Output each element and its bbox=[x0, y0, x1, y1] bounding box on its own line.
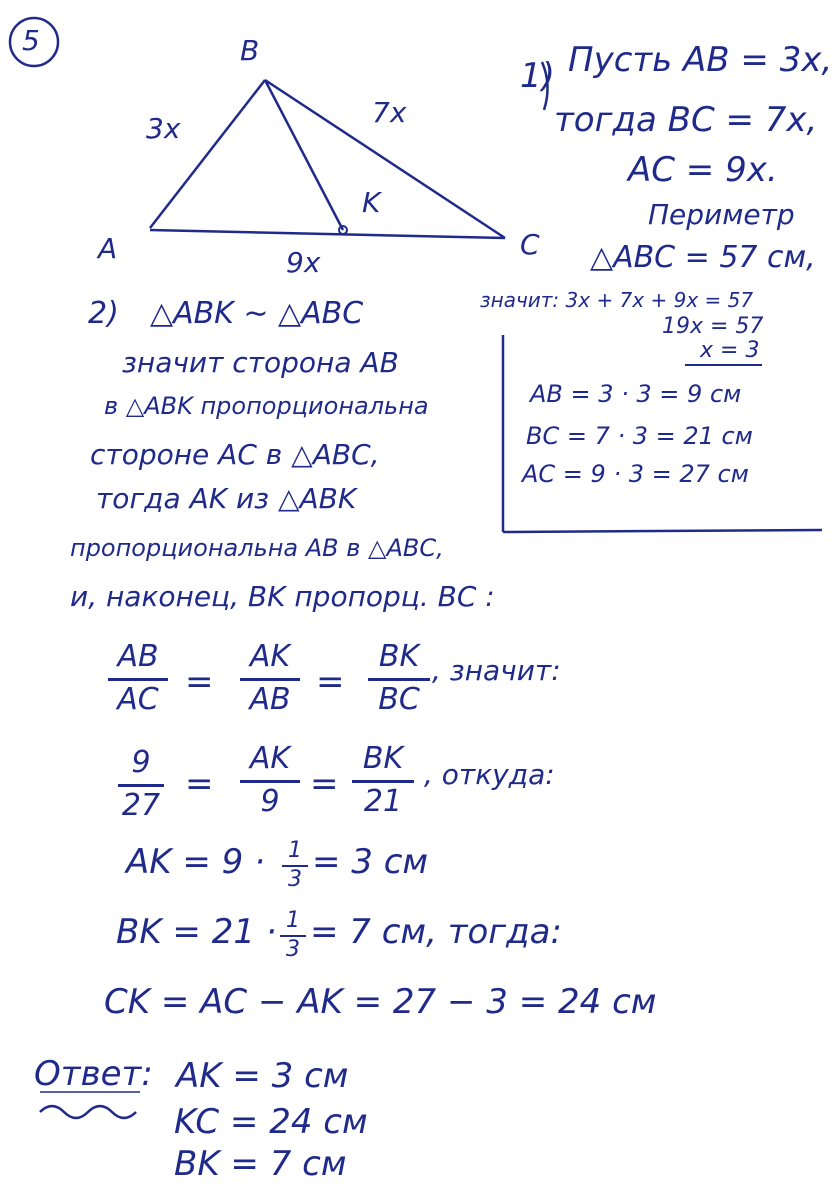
part1-result-ab: AB = 3 · 3 = 9 см bbox=[530, 380, 742, 408]
part2-line-6: и, наконец, BK пропорц. BC : bbox=[70, 580, 495, 613]
segment-bk-line bbox=[265, 80, 343, 230]
part2-line-2: в △ABK пропорциональна bbox=[104, 392, 429, 420]
side-bc-label: 7x bbox=[372, 96, 407, 129]
side-ab-label: 3x bbox=[146, 112, 181, 145]
part1-line-5: △ABC = 57 см, bbox=[590, 240, 816, 275]
ratio1-fraction-1 bbox=[108, 639, 168, 717]
ratio2-fraction-1 bbox=[118, 745, 164, 823]
ratio1-den-3: BC bbox=[378, 682, 420, 717]
bk-line-lhs: BK = 21 · bbox=[116, 912, 277, 952]
ratio1-num-2: AK bbox=[249, 639, 291, 674]
ck-line: CK = AC − AK = 27 − 3 = 24 см bbox=[104, 982, 657, 1022]
side-ab-line bbox=[150, 80, 265, 228]
part1-line-7: 19x = 57 bbox=[662, 314, 764, 339]
vertex-c-label: C bbox=[520, 228, 540, 261]
part1-result-ac: AC = 9 · 3 = 27 см bbox=[522, 460, 749, 488]
ratio2-equals-2: = bbox=[310, 764, 339, 804]
part2-line-1: значит сторона AB bbox=[122, 346, 399, 379]
part1-line-8: x = 3 bbox=[700, 338, 760, 363]
part1-result-bc: BC = 7 · 3 = 21 см bbox=[526, 422, 753, 450]
point-k-label: K bbox=[362, 186, 381, 219]
part2-line-3: стороне AC в △ABC, bbox=[90, 438, 380, 471]
part1-line-6: значит: 3x + 7x + 9x = 57 bbox=[480, 288, 754, 312]
problem-number: 5 bbox=[22, 24, 40, 57]
ratio2-num-1: 9 bbox=[131, 745, 151, 780]
ratio2-den-3: 21 bbox=[363, 784, 403, 819]
ratio1-fraction-2 bbox=[240, 639, 300, 717]
side-ac-line bbox=[150, 230, 505, 238]
part1-line-1: Пусть AB = 3x, bbox=[568, 40, 833, 80]
answer-line-kc: KC = 24 см bbox=[174, 1102, 368, 1142]
part1-line-2: тогда BC = 7x, bbox=[554, 100, 818, 140]
answer-squiggle bbox=[40, 1106, 136, 1118]
vertex-b-label: B bbox=[240, 34, 260, 67]
ratio1-den-1: AC bbox=[117, 682, 159, 717]
ratio1-fraction-3 bbox=[368, 639, 430, 717]
ratio2-fraction-3 bbox=[352, 741, 414, 819]
bk-line-den: 3 bbox=[286, 937, 300, 962]
answer-label: Ответ: bbox=[34, 1054, 153, 1094]
ratio2-tail: , откуда: bbox=[424, 758, 555, 791]
ak-line-lhs: AK = 9 · bbox=[126, 842, 265, 882]
answer-line-bk: BK = 7 см bbox=[174, 1144, 347, 1184]
ratio2-num-3: BK bbox=[362, 741, 404, 776]
ratio2-fraction-2 bbox=[240, 741, 300, 819]
part1-line-4: Периметр bbox=[648, 198, 795, 231]
ak-line-num: 1 bbox=[288, 838, 302, 863]
ak-line-den: 3 bbox=[288, 867, 302, 892]
vertex-a-label: A bbox=[98, 232, 118, 265]
part1-marker: 1) bbox=[520, 56, 555, 96]
ak-line-rhs: = 3 см bbox=[312, 842, 429, 882]
ratio2-equals-1: = bbox=[185, 764, 214, 804]
ratio1-tail: , значит: bbox=[432, 654, 561, 687]
ak-line-fraction bbox=[282, 840, 308, 891]
ratio1-equals-1: = bbox=[185, 662, 214, 702]
bk-line-rhs: = 7 см, тогда: bbox=[310, 912, 562, 952]
part2-line-5: пропорциональна AB в △ABC, bbox=[70, 534, 444, 562]
ratio1-num-1: AB bbox=[117, 639, 159, 674]
ratio1-den-2: AB bbox=[249, 682, 291, 717]
ratio2-den-1: 27 bbox=[121, 788, 161, 823]
ratio2-num-2: AK bbox=[249, 741, 291, 776]
part2-marker: 2) bbox=[88, 296, 119, 331]
answer-line-ak: AK = 3 см bbox=[176, 1056, 349, 1096]
part2-line-4: тогда AK из △ABK bbox=[96, 482, 357, 515]
side-ac-label: 9x bbox=[286, 246, 321, 279]
ratio1-num-3: BK bbox=[378, 639, 420, 674]
part1-line-3: AC = 9x. bbox=[628, 150, 778, 190]
ratio2-den-2: 9 bbox=[260, 784, 280, 819]
similarity-statement: △ABK ∼ △ABC bbox=[150, 296, 364, 331]
bk-line-fraction bbox=[280, 910, 306, 961]
results-box-bottom bbox=[503, 530, 822, 532]
ratio1-equals-2: = bbox=[316, 662, 345, 702]
bk-line-num: 1 bbox=[286, 908, 300, 933]
